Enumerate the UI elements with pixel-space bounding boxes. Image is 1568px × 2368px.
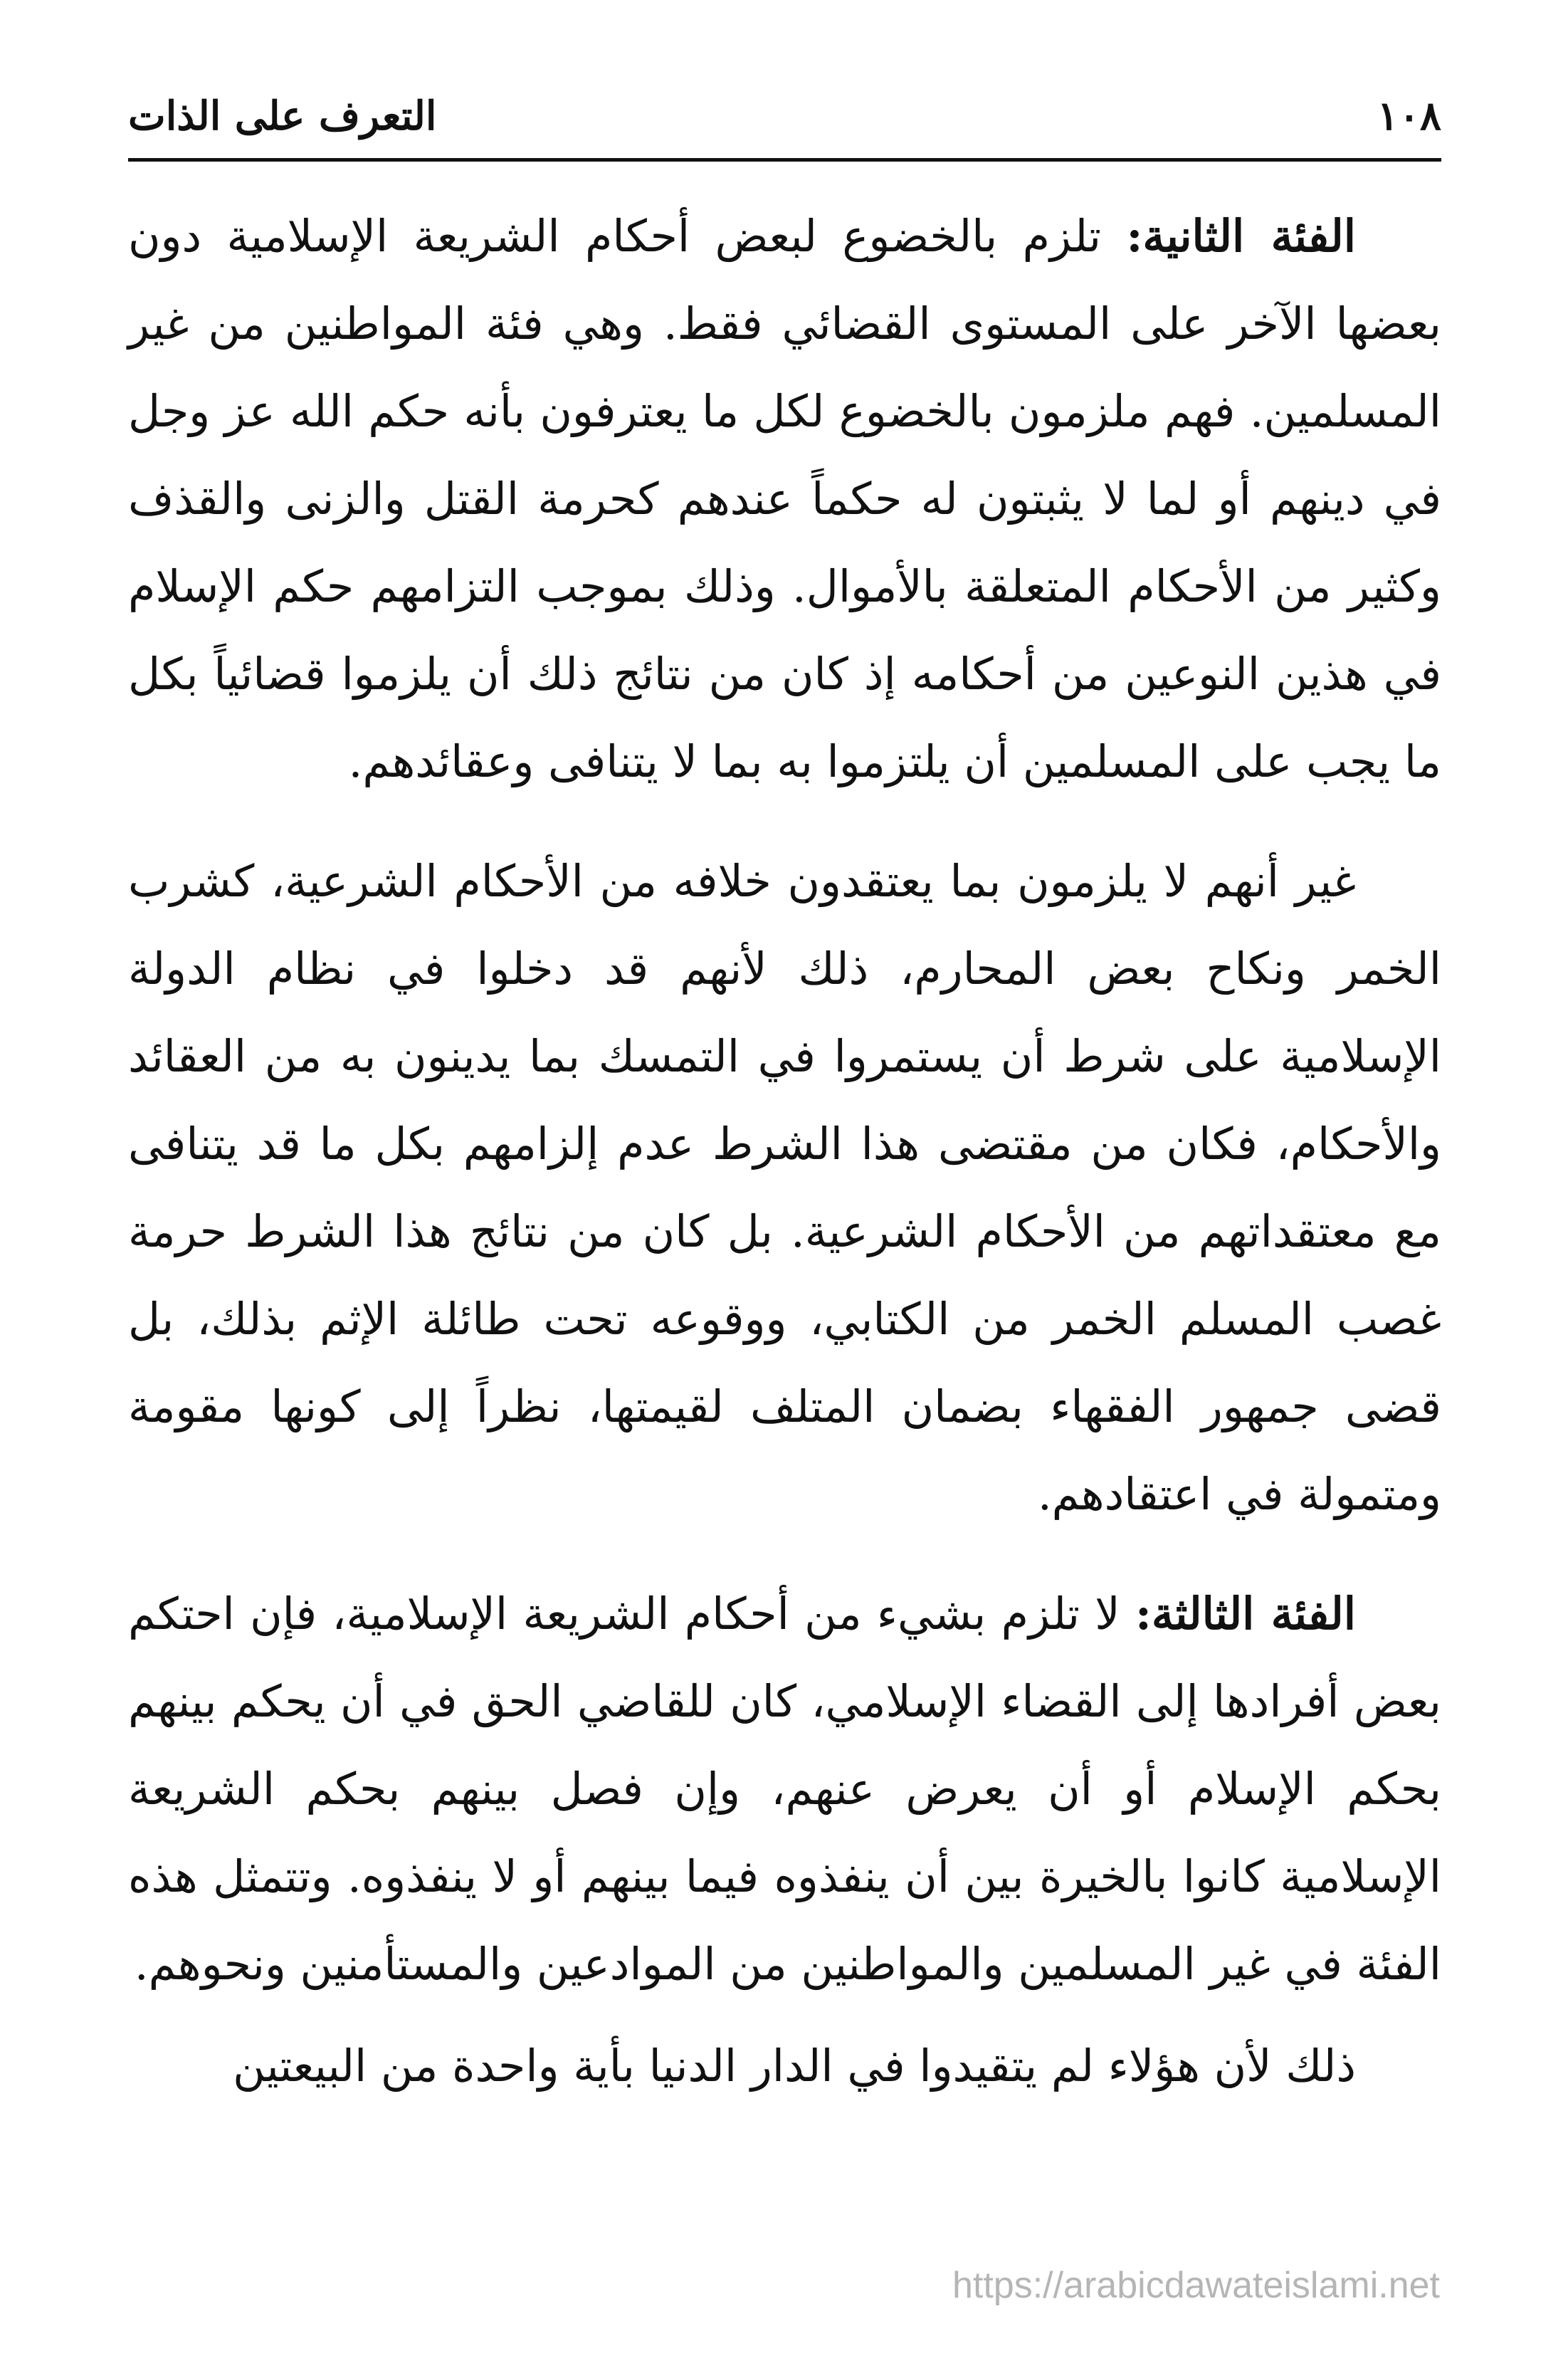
paragraph-text: غير أنهم لا يلزمون بما يعتقدون خلافه من الأحكام الشرعية، كشرب الخمر ونكاح بعض المحارم، ذلك لأنهم قد دخلوا في نظام الدولة الإسلامية على شرط أن يستمروا في التمسك بما يدينون به من العقائد والأحكام، فكان من مقتضى هذا الشرط عدم إلزامهم بكل ما قد يتنافى مع معتقداتهم من الأحكام الشرعية. بل كان من نتائج هذا الشرط حرمة غصب المسلم الخمر من الكتابي، ووقوعه تحت طائلة الإثم بذلك، بل قضى جمهور الفقهاء بضمان المتلف لقيمتها، نظراً إلى كونها مقومة ومتمولة في اعتقادهم. [128, 855, 1441, 1520]
paragraph-reason [128, 2022, 1441, 2110]
page-number: ١٠٨ [1377, 93, 1441, 140]
watermark-url: https://arabicdawateislami.net [952, 2265, 1440, 2306]
paragraph-exceptions [128, 837, 1441, 1538]
paragraph-third-category [128, 1570, 1441, 2008]
paragraph-second-category [128, 192, 1441, 805]
paragraph-lead: الفئة الثانية: [1126, 210, 1356, 262]
paragraph-lead: الفئة الثالثة: [1135, 1588, 1356, 1640]
header-rule [128, 158, 1441, 162]
page-header [128, 85, 1441, 153]
body-text [128, 192, 1441, 2142]
paragraph-text: ذلك لأن هؤلاء لم يتقيدوا في الدار الدنيا بأية واحدة من البيعتين [233, 2040, 1356, 2092]
paragraph-text: تلزم بالخضوع لبعض أحكام الشريعة الإسلامية دون بعضها الآخر على المستوى القضائي فقط. وهي فئة المواطنين من غير المسلمين. فهم ملزمون بالخضوع لكل ما يعترفون بأنه حكم الله عز وجل في دينهم أو لما لا يثبتون له حكماً عندهم كحرمة القتل والزنى والقذف وكثير من الأحكام المتعلقة بالأموال. وذلك بموجب التزامهم حكم الإسلام في هذين النوعين من أحكامه إذ كان من نتائج ذلك أن يلزموا قضائياً بكل ما يجب على المسلمين أن يلتزموا به بما لا يتنافى وعقائدهم. [128, 210, 1441, 787]
running-title: التعرف على الذات [128, 93, 437, 140]
paragraph-text: لا تلزم بشيء من أحكام الشريعة الإسلامية، فإن احتكم بعض أفرادها إلى القضاء الإسلامي، كان للقاضي الحق في أن يحكم بينهم بحكم الإسلام أو أن يعرض عنهم، وإن فصل بينهم بحكم الشريعة الإسلامية كانوا بالخيرة بين أن ينفذوه فيما بينهم أو لا ينفذوه. وتتمثل هذه الفئة في غير المسلمين والمواطنين من الموادعين والمستأمنين ونحوهم. [128, 1588, 1441, 1990]
